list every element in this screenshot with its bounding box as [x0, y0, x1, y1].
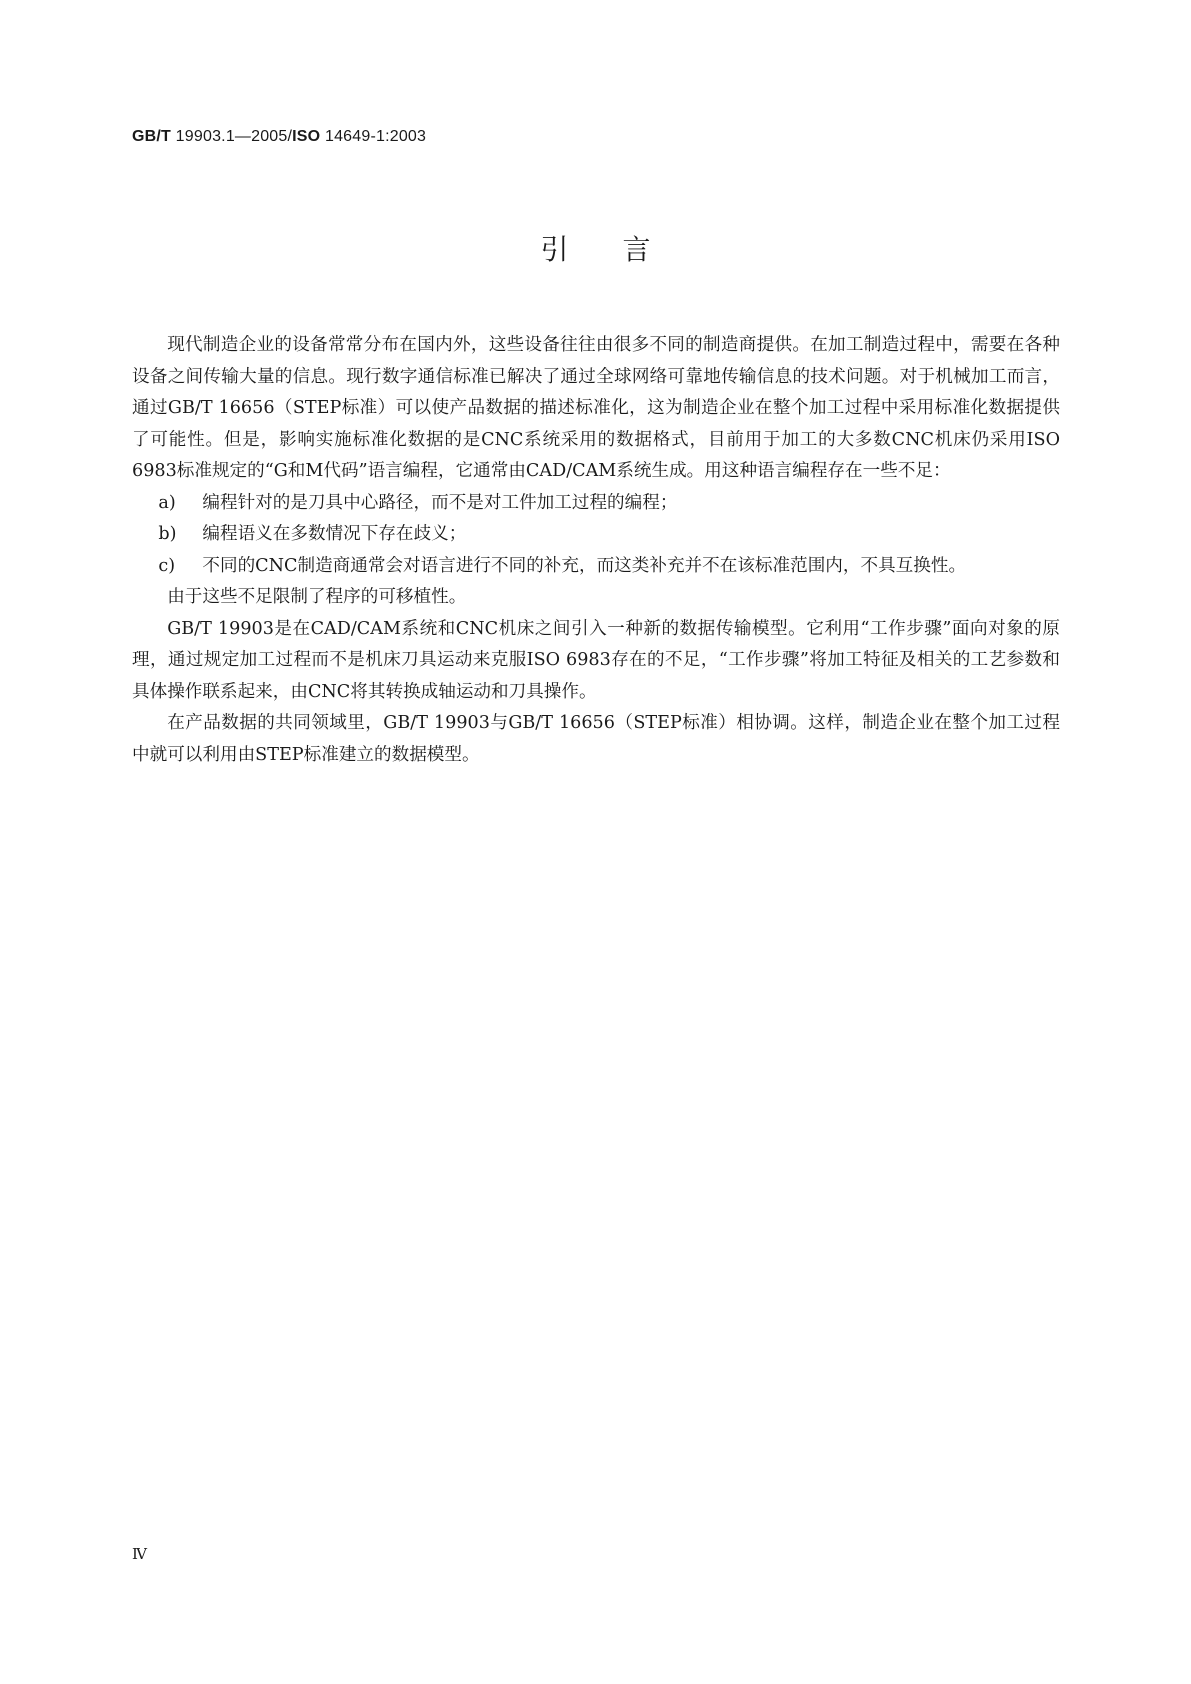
body-text — [132, 330, 1060, 771]
standard-number-header — [132, 128, 426, 146]
paragraph-portability: 由于这些不足限制了程序的可移植性。 — [167, 587, 467, 607]
list-item-text: 不同的CNC制造商通常会对语言进行不同的补充，而这类补充并不在该标准范围内，不具互换性。 — [202, 555, 967, 576]
list-marker: c) — [158, 555, 176, 576]
iso-prefix: ISO — [292, 128, 321, 145]
paragraph-coordination: 在产品数据的共同领域里，GB/T 19903与GB/T 16656（STEP标准）相协调。这样，制造企业在整个加工过程中就可以利用由STEP标准建立的数据模型。 — [132, 713, 1060, 765]
std-number: 19903.1—2005/ — [171, 128, 293, 145]
list-item-c — [132, 551, 1060, 583]
paragraph-intro: 现代制造企业的设备常常分布在国内外，这些设备往往由很多不同的制造商提供。在加工制造过程中，需要在各种设备之间传输大量的信息。现行数字通信标准已解决了通过全球网络可靠地传输信息的技术问题。对于机械加工而言，通过GB/T 16656（STEP标准）可以使产品数据的描述标准化，这为制造企业在整个加工过程中采用标准化数据提供了可能性。但是，影响实施标准化数据的是CNC系统采用的数据格式，目前用于加工的大多数CNC机床仍采用ISO 6983标准规定的“G和M代码”语言编程，它通常由CAD/CAM系统生成。用这种语言编程存在一些不足： — [132, 335, 1060, 481]
list-item-b — [132, 519, 1060, 551]
list-item-text: 编程针对的是刀具中心路径，而不是对工件加工过程的编程； — [202, 492, 678, 513]
page-number: Ⅳ — [132, 1545, 147, 1563]
list-marker: b) — [158, 524, 177, 544]
section-title: 引言 — [540, 233, 705, 266]
paragraph-model: GB/T 19903是在CAD/CAM系统和CNC机床之间引入一种新的数据传输模型。它利用“工作步骤”面向对象的原理，通过规定加工过程而不是机床刀具运动来克服ISO 6983存在的不足，“工作步骤”将加工特征及相关的工艺参数和具体操作联系起来，由CNC将其转换成轴运动和刀具操作。 — [132, 618, 1060, 702]
list-item-text: 编程语义在多数情况下存在歧义； — [202, 524, 467, 544]
list-item-a — [132, 488, 1060, 520]
iso-number: 14649-1:2003 — [320, 128, 427, 145]
std-prefix: GB/T — [132, 128, 172, 145]
list-marker: a) — [158, 492, 176, 513]
